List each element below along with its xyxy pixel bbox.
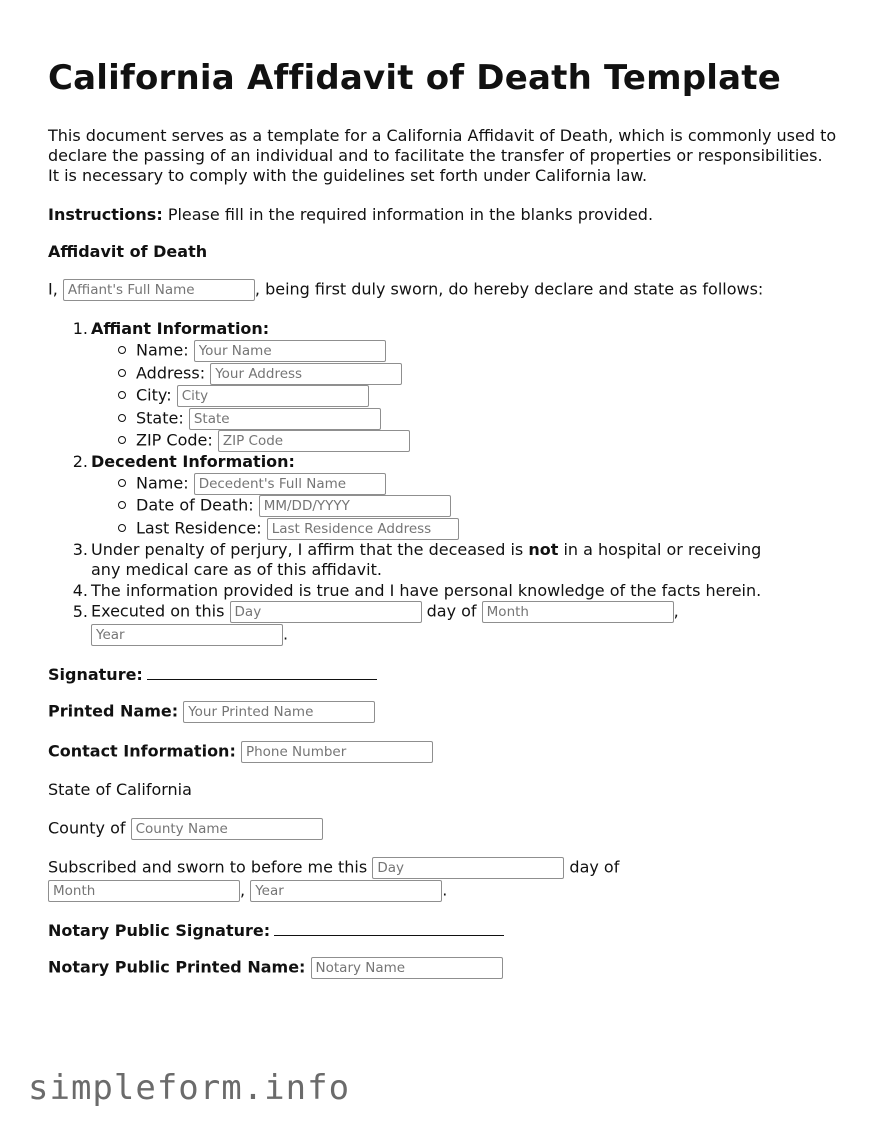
affiant-address-row: Address: Your Address <box>118 363 402 385</box>
affiant-full-name-input[interactable] <box>63 279 255 301</box>
sworn-month-input[interactable] <box>48 880 240 902</box>
decedent-residence-row: Last Residence: Last Residence Address <box>118 518 459 540</box>
section-heading: Affidavit of Death <box>48 242 208 261</box>
bullet-icon <box>118 524 126 532</box>
declaration-suffix: , being first duly sworn, do hereby declare and state as follows: <box>254 279 764 299</box>
sworn-day-input[interactable] <box>372 857 564 879</box>
bullet-icon <box>118 436 126 444</box>
sworn-row: Subscribed and sworn to before me this Day day of <box>48 857 619 879</box>
instructions-line <box>48 205 653 225</box>
item-decedent-heading: 2. Decedent Information: <box>72 452 295 471</box>
sworn-row-continued: Month, Year . <box>48 880 447 902</box>
affiant-state-input[interactable] <box>189 408 381 430</box>
printed-name-label: Printed Name: <box>48 701 179 721</box>
notary-signature-label: Notary Public Signature: <box>48 921 271 940</box>
item-perjury-continued: any medical care as of this affidavit. <box>91 560 382 579</box>
contact-label: Contact Information: <box>48 741 236 761</box>
instructions-text: Please fill in the required information in the blanks provided. <box>167 205 654 224</box>
printed-name-input[interactable] <box>183 701 375 723</box>
declaration-line <box>48 279 763 301</box>
county-name-input[interactable] <box>131 818 323 840</box>
affiant-name-row: Name: Your Name <box>118 340 386 362</box>
bullet-icon <box>118 414 126 422</box>
sworn-year-input[interactable] <box>250 880 442 902</box>
bullet-icon <box>118 479 126 487</box>
declaration-prefix: I, <box>48 279 58 299</box>
executed-day-input[interactable] <box>230 601 422 623</box>
instructions-label: Instructions: <box>48 205 163 224</box>
affiant-zip-input[interactable] <box>218 430 410 452</box>
item-executed: 5. Executed on this Day day of Month , <box>68 601 679 623</box>
item-perjury: 3. Under penalty of perjury, I affirm that the deceased is not in a hospital or receiving <box>72 540 762 559</box>
affiant-zip-row: ZIP Code: ZIP Code <box>118 430 410 452</box>
affiant-city-row: City: City <box>118 385 369 407</box>
decedent-dod-row: Date of Death: MM/DD/YYYY <box>118 495 451 517</box>
affiant-city-input[interactable] <box>177 385 369 407</box>
printed-name-row <box>48 701 375 723</box>
bullet-icon <box>118 391 126 399</box>
signature-label: Signature: <box>48 665 143 684</box>
signature-line[interactable] <box>147 663 377 680</box>
notary-signature-line[interactable] <box>274 919 504 936</box>
page-title: California Affidavit of Death Template <box>48 58 782 98</box>
phone-number-input[interactable] <box>241 741 433 763</box>
notary-name-input[interactable] <box>311 957 503 979</box>
executed-year-input[interactable] <box>91 624 283 646</box>
item-executed-year: Year. <box>91 624 288 646</box>
executed-month-input[interactable] <box>482 601 674 623</box>
notary-printed-row <box>48 957 503 979</box>
last-residence-input[interactable] <box>267 518 459 540</box>
bullet-icon <box>118 346 126 354</box>
affiant-state-row: State: State <box>118 408 381 430</box>
notary-signature-row <box>48 919 504 941</box>
item-truth: 4. The information provided is true and I have personal knowledge of the facts herein. <box>72 581 762 600</box>
intro-paragraph: This document serves as a template for a California Affidavit of Death, which is commonly used to declare the passing of an individual and to facilitate the transfer of properties or responsibilities. It is necessary to comply with the guidelines set forth under California law. <box>48 126 837 185</box>
contact-row <box>48 741 433 763</box>
county-row <box>48 818 323 840</box>
state-line: State of California <box>48 780 192 799</box>
bullet-icon <box>118 369 126 377</box>
item-affiant-heading: 1. Affiant Information: <box>72 319 270 338</box>
date-of-death-input[interactable] <box>259 495 451 517</box>
affiant-name-input[interactable] <box>194 340 386 362</box>
decedent-name-row: Name: Decedent's Full Name <box>118 473 386 495</box>
affiant-address-input[interactable] <box>210 363 402 385</box>
signature-row <box>48 663 377 685</box>
watermark: simpleform.info <box>28 1068 351 1108</box>
decedent-name-input[interactable] <box>194 473 386 495</box>
bullet-icon <box>118 501 126 509</box>
county-label: County of <box>48 818 126 838</box>
notary-printed-label: Notary Public Printed Name: <box>48 957 306 977</box>
